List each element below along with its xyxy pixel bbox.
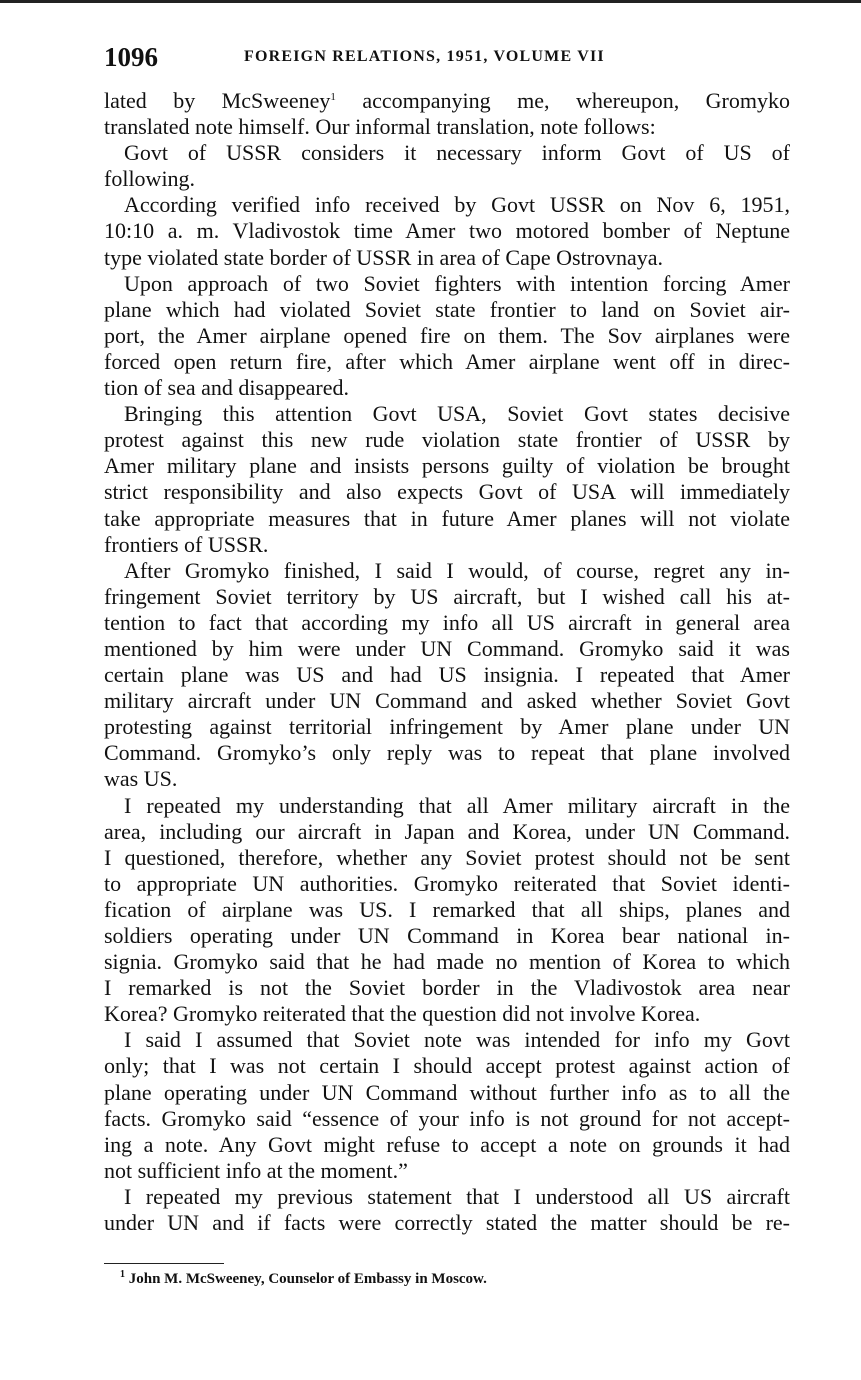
text-line: ing a note. Any Govt might refuse to accept a note on grounds it had: [104, 1131, 790, 1157]
running-title: FOREIGN RELATIONS, 1951, VOLUME VII: [244, 48, 605, 65]
text-line: following.: [104, 166, 196, 192]
text-line: frontiers of USSR.: [104, 531, 269, 557]
text-line: Korea? Gromyko reiterated that the question did not involve Korea.: [104, 1001, 701, 1027]
text-line: I questioned, therefore, whether any Soviet protest should not be sent: [104, 844, 790, 870]
text-line: soldiers operating under UN Command in Korea bear national in-: [104, 923, 790, 948]
text-line: 10:10 a. m. Vladivostok time Amer two motored bomber of Neptune: [104, 218, 790, 244]
text-line: facts. Gromyko said “essence of your info is not ground for not accept-: [104, 1105, 790, 1131]
text-line: mentioned by him were under UN Command. Gromyko said it was: [104, 635, 790, 661]
text-line: only; that I was not certain I should accept protest against action of: [104, 1053, 790, 1079]
text-line: Bringing this attention Govt USA, Soviet Govt states decisive: [124, 401, 790, 427]
text-line: tion of sea and disappeared.: [104, 375, 349, 401]
text-line: certain plane was US and had US insignia. I repeated that Amer: [104, 662, 790, 688]
text-line: military aircraft under UN Command and asked whether Soviet Govt: [104, 688, 790, 714]
text-line: take appropriate measures that in future Amer planes will not violate: [104, 505, 790, 531]
text-line: Amer military plane and insists persons guilty of violation be brought: [104, 453, 790, 479]
text-line: forced open return fire, after which Amer airplane went off in direc-: [104, 348, 790, 374]
page-number: 1096: [104, 42, 158, 72]
text-line: area, including our aircraft in Japan and Korea, under UN Command.: [104, 818, 790, 844]
text-line: type violated state border of USSR in area of Cape Ostrovnaya.: [104, 244, 664, 270]
text-line: I said I assumed that Soviet note was intended for info my Govt: [124, 1027, 790, 1053]
text-line: After Gromyko finished, I said I would, of course, regret any in-: [124, 557, 790, 583]
text-line: was US.: [104, 766, 178, 792]
text-line: lated by McSweeney$^1$ accompanying me, whereupon, Gromyko: [104, 88, 790, 113]
text-line: translated note himself. Our informal translation, note follows:: [104, 114, 656, 140]
text-line: I remarked is not the Soviet border in the Vladivostok area near: [104, 975, 790, 1001]
footnote-marker: 1: [120, 1269, 125, 1280]
text-line: not sufficient info at the moment.”: [104, 1157, 408, 1183]
text-line: protest against this new rude violation state frontier of USSR by: [104, 427, 790, 453]
footnote-text: John M. McSweeney, Counselor of Embassy in Moscow.: [128, 1271, 487, 1287]
text-line: strict responsibility and also expects Govt of USA will immediately: [104, 479, 790, 505]
text-line: signia. Gromyko said that he had made no mention of Korea to which: [104, 949, 790, 975]
body-text: [104, 88, 790, 1236]
footnote-reference: 1: [330, 91, 336, 103]
text-line: According verified info received by Govt USSR on Nov 6, 1951,: [124, 192, 790, 218]
text-line: I repeated my previous statement that I understood all US aircraft: [124, 1183, 790, 1209]
text-line: plane which had violated Soviet state frontier to land on Soviet air-: [104, 296, 790, 322]
text-line: I repeated my understanding that all Amer military aircraft in the: [124, 792, 790, 818]
text-line: fringement Soviet territory by US aircraft, but I wished call his at-: [104, 583, 790, 609]
text-line: to appropriate UN authorities. Gromyko reiterated that Soviet identi-: [104, 870, 790, 896]
text-line: plane operating under UN Command without further info as to all the: [104, 1079, 790, 1105]
text-line: protesting against territorial infringement by Amer plane under UN: [104, 714, 790, 740]
text-line: tention to fact that according my info all US aircraft in general area: [104, 609, 790, 635]
footnote-rule: [104, 1263, 224, 1264]
text-line: port, the Amer airplane opened fire on them. The Sov airplanes were: [104, 322, 790, 348]
text-line: under UN and if facts were correctly stated the matter should be re-: [104, 1210, 790, 1236]
running-head: [104, 40, 790, 74]
footnote: [120, 1268, 487, 1290]
text-line: Upon approach of two Soviet fighters with intention forcing Amer: [124, 270, 790, 296]
text-line: Govt of USSR considers it necessary inform Govt of US of: [124, 140, 790, 166]
text-line: Command. Gromyko’s only reply was to repeat that plane involved: [104, 740, 790, 766]
top-rule: [0, 0, 861, 3]
text-line: fication of airplane was US. I remarked that all ships, planes and: [104, 896, 790, 922]
